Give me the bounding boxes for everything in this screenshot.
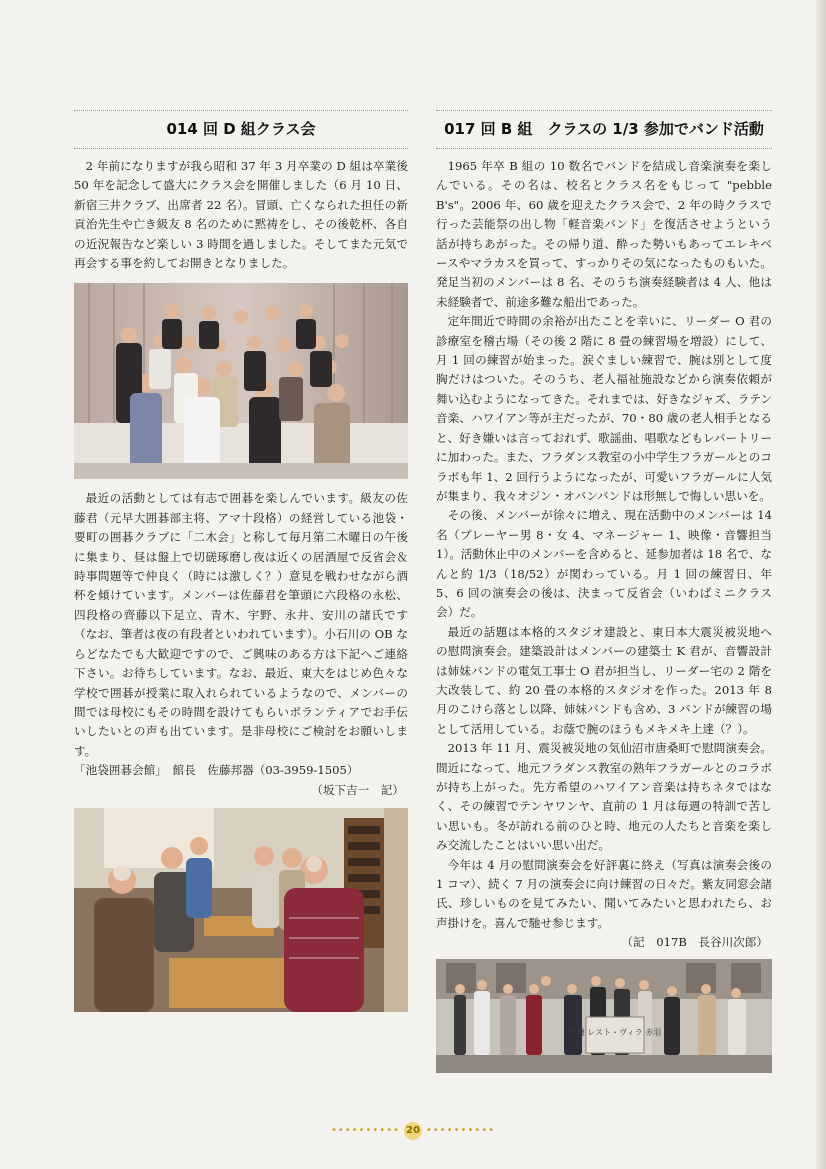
right-article-signature: （記 017B 長谷川次郎）: [621, 935, 768, 950]
class-reunion-photo: [74, 283, 408, 479]
left-article-intro: 2 年前になりますが我ら昭和 37 年 3 月卒業の D 組は卒業後 50 年を記念して盛大にクラス会を開催しました（6 月 10 日、新宿三井クラブ、出席者 22 名）。冒頭、亡くなられた担任の新 貢治先生や亡き級友 8 名のために黙祷をし、その後乾杯、各自の近況報告など楽しい 3 時間を過しました。そしてまた元気で再会する事を約してお開きとなりました。: [74, 159, 420, 271]
right-article-heading: 017 回 B 組 クラスの 1/3 参加でバンド活動: [436, 110, 772, 149]
right-article-p4: 最近の話題は本格的スタジオ建設と、東日本大震災被災地への慰問演奏会。建築設計はメンバーの建築士 K 君が、音響設計は姉妹バンドの電気工事士 O 君が担当し、リーダー宅の 2 階を大改装して、約 20 畳の本格的スタジオを作った。2013 年 8 月のこけら落とし以降、姉妹バンドも含め、3 バンドが練習の場として活用している。お蔭で腕のほうもメキメキ上達（？）。: [436, 624, 772, 736]
left-article-signature: （坂下吉一 記）: [311, 782, 404, 797]
right-article: [436, 110, 772, 1083]
page-number-value: 20: [404, 1122, 422, 1140]
right-article-p1: 1965 年卒 B 組の 10 数名でバンドを結成し音楽演奏を楽しんでいる。その名は、校名とクラス名をもじって "pebble B's"。2006 年、60 歳を迎えたクラス会で、2 年の時クラスで行った芸能祭の出し物「軽音楽バンド」を復活させようという話が持ちあがった。その帰り道、酔った勢いもあってエレキベースやマラカスを買って、すっかりその気になったものもいた。発足当初のメンバーは 8 名、そのうち演奏経験者は 4 人、他は未経験者で、前途多難な船出であった。: [436, 159, 772, 309]
right-article-p3: その後、メンバーが徐々に増え、現在活動中のメンバーは 14 名（プレーヤー男 8・女 4、マネージャー 1、映像・音響担当 1）。活動休止中のメンバーを含めると、延参加者は 18 名で、なんと約 1/3（18/52）が関わっている。月 1 回の練習日、年 5、6 回の演奏会の後は、決まって反省会（いわばミニクラス会）だ。: [436, 508, 772, 620]
go-club-contact: 「池袋囲碁会館」 館長 佐藤邦器（03-3959-1505）: [74, 763, 359, 778]
right-article-p6: 今年は 4 月の慰問演奏会を好評裏に終え（写真は演奏会後の 1 コマ）、続く 7 月の演奏会に向け練習の日々だ。紫友同窓会諸氏、珍しいものを見てみたい、聞いてみたいと思われたら、お声掛けを。喜んで馳せ参じます。: [436, 857, 772, 930]
band-members-photo: [436, 959, 772, 1073]
right-article-p5: 2013 年 11 月、震災被災地の気仙沼市唐桑町で慰問演奏会。間近になって、地元フラダンス教室の熟年フラガールとのコラボが持ち上がった。先方希望のハワイアン音楽は持ちネタではなく、その練習でテンヤワンヤ、直前の 1 月は毎週の特訓で苦しい思いも。冬が訪れる前のひと時、地元の人たちと音楽を楽しみ交流したことはいい思い出だ。: [436, 741, 772, 853]
right-article-p2: 定年間近で時間の余裕が出たことを幸いに、リーダー O 君の診療室を稽古場（その後 2 階に 8 畳の練習場を増設）にして、月 1 回の練習が始まった。涙ぐましい練習で、腕は別として度胸だけはついた。そのうち、老人福祉施設などから演奏依頼が舞い込むようになってきた。それまでは、好きなジャズ、ラテン音楽、ハワイアン等が主だったが、70・80 歳の老人相手となると、好き嫌いは言っておれず、歌謡曲、唱歌などもレパートリーに加わった。また、フラダンス教室の小中学生フラガールとのコラボも年 1、2 回行うようになったが、可愛いフラガールに人気が集まり、我々オジン・オバンバンドは形無しで悔しい思いを。: [436, 314, 772, 503]
rest-villa-sign: 介護 レスト・ヴィラ 赤羽: [568, 1027, 662, 1037]
page-number: •••••••••• 20 ••••••••••: [0, 1122, 826, 1140]
left-article: [74, 110, 420, 1022]
left-article-body: 最近の活動としては有志で囲碁を楽しんでいます。級友の佐藤君（元早大囲碁部主将、アマ十段格）の経営している池袋・要町の囲碁クラブに「二木会」と称して毎月第二木曜日の午後に集まり、昼は盤上で切磋琢磨し夜は近くの居酒屋で反省会＆時事問題等で仲良く（時には激しく？）意見を戦わせながら酒杯を傾けています。メンバーは佐藤君を筆頭に六段格の永松、四段格の齊藤以下足立、青木、宇野、永井、安川の諸氏です（なお、筆者は夜の有段者といわれています）。小石川の OB ならどなたでも大歓迎ですので、ご興味のある方は下記へご連絡下さい。お待ちしています。なお、最近、東大をはじめ色々な学校で囲碁が授業に取入れられているようなので、メンバーの間では母校にもその時間を設けてもらいボランティアでお手伝いしたいとの声も出ています。是非母校にご検討をお願いします。: [74, 491, 408, 758]
left-article-heading: 014 回 D 組クラス会: [74, 110, 408, 149]
go-club-photo: [74, 808, 408, 1012]
page-edge-shadow: [816, 0, 826, 1169]
